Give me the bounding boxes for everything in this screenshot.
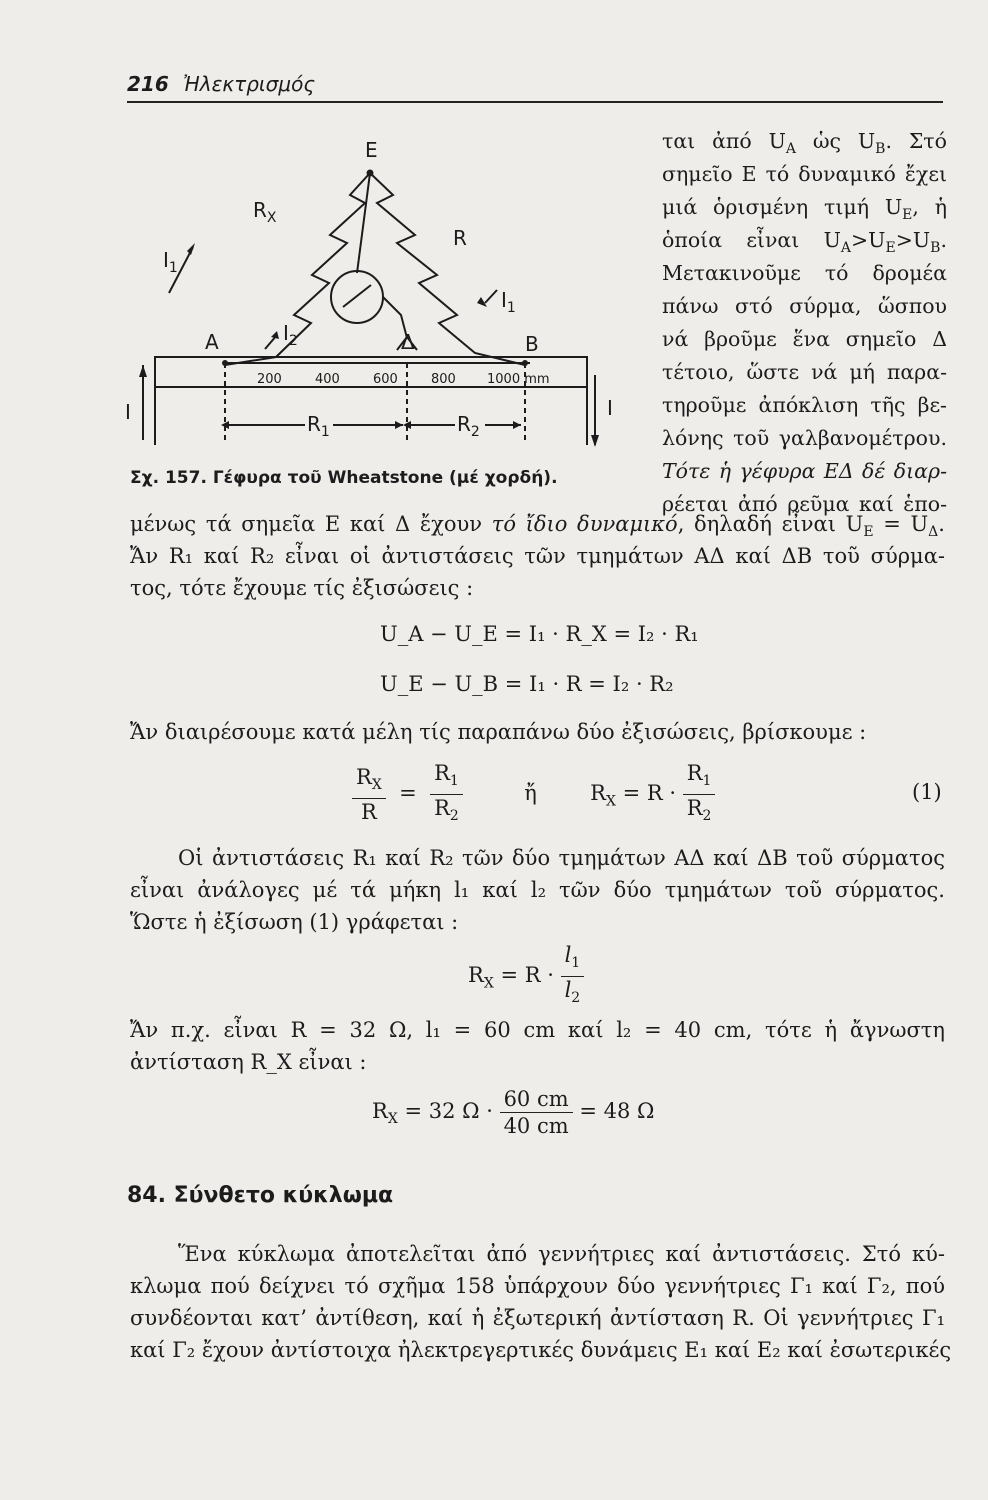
fraction: $\frac{R_1}{R_2}$ bbox=[683, 760, 716, 829]
paragraph-5 bbox=[130, 1238, 952, 1366]
wheatstone-bridge-figure bbox=[125, 125, 645, 465]
label-a: A bbox=[205, 330, 219, 354]
label-r2: $R_2$ bbox=[457, 412, 480, 440]
text-line: καί Γ₂ ἔχουν ἀντίστοιχα ἠλεκτρεγερτικές δυνάμεις E₁ καί E₂ καί ἐσωτερικές bbox=[130, 1338, 952, 1362]
label-rx: $R_X$ bbox=[253, 198, 277, 226]
fraction: $\frac{R_X}{R}$ bbox=[352, 764, 386, 825]
section-heading: 84. Σύνθετο κύκλωμα bbox=[127, 1183, 394, 1208]
text-line: Ἄν R₁ καί R₂ εἶναι οἱ ἀντιστάσεις τῶν τμημάτων ΑΔ καί ΔΒ τοῦ σύρμα- bbox=[130, 544, 945, 568]
fraction: $\frac{l_1}{l_2}$ bbox=[561, 942, 585, 1011]
text-line: σημεῖο E τό δυναμικό ἔχει bbox=[662, 162, 947, 186]
text-line: μιά ὁρισμένη τιμή $U_E$, ἡ bbox=[662, 195, 947, 224]
text-line: τηροῦμε ἀπόκλιση τῆς βε- bbox=[662, 393, 947, 417]
resistor-r bbox=[370, 173, 525, 365]
label-i2: $I_2$ bbox=[283, 321, 298, 349]
text-line: εἶναι ἀνάλογες μέ τά μήκη l₁ καί l₂ τῶν δύο τμημάτων τοῦ σύρματος. bbox=[130, 878, 945, 902]
ruler-tick: 600 bbox=[373, 372, 398, 387]
paragraph-2 bbox=[130, 716, 945, 748]
equation-2: U_E − U_B = I₁ · R = I₂ · R₂ bbox=[380, 672, 674, 696]
paragraph-1 bbox=[130, 508, 945, 604]
text-line: νά βροῦμε ἕνα σημεῖο Δ bbox=[662, 327, 947, 351]
fraction: $\frac{R_1}{R_2}$ bbox=[430, 760, 463, 829]
paragraph-3 bbox=[130, 842, 945, 938]
text-line: Τότε ἡ γέφυρα ΕΔ δέ διαρ- bbox=[662, 459, 947, 483]
ruler-tick: 1000 mm bbox=[487, 372, 550, 387]
text-line: Ὥστε ἡ ἐξίσωση (1) γράφεται : bbox=[130, 910, 459, 934]
text-line: ἀντίσταση R_X εἶναι : bbox=[130, 1050, 367, 1074]
text-line: ται ἀπό $U_A$ ὡς $U_B$. Στό bbox=[662, 129, 947, 158]
label-b: B bbox=[525, 332, 539, 356]
ruler-tick: 800 bbox=[431, 372, 456, 387]
label-r: R bbox=[453, 226, 467, 250]
figure-caption: Σχ. 157. Γέφυρα τοῦ Wheatstone (μέ χορδή). bbox=[130, 468, 558, 488]
running-title: Ἠλεκτρισμός bbox=[183, 72, 316, 96]
label-i-right: I bbox=[607, 396, 613, 420]
ruler-tick: 400 bbox=[315, 372, 340, 387]
ratio-equation: $\frac{R_X}{R}$ = $\frac{R_1}{R_2}$ ἤ $R_X = R$ · $\frac{R_1}{R_2}$ bbox=[352, 760, 715, 829]
text-line: κλωμα πού δείχνει τό σχῆμα 158 ὑπάρχουν δύο γεννήτριες Γ₁ καί Γ₂, πού bbox=[130, 1274, 945, 1298]
text-line: Ἄν διαιρέσουμε κατά μέλη τίς παραπάνω δύο ἐξισώσεις, βρίσκουμε : bbox=[130, 720, 867, 744]
example-equation: $R_X = 32$ Ω · $\frac{60 cm}{40 cm}$ = 48 Ω bbox=[372, 1087, 655, 1138]
text-line: τος, τότε ἔχουμε τίς ἐξισώσεις : bbox=[130, 576, 474, 600]
label-r1: $R_1$ bbox=[307, 412, 330, 440]
ruler-tick: 200 bbox=[257, 372, 282, 387]
equation-number: (1) bbox=[912, 780, 942, 804]
text-line: Μετακινοῦμε τό δρομέα bbox=[662, 261, 947, 285]
header-rule bbox=[127, 101, 943, 103]
fraction: $\frac{60 cm}{40 cm}$ bbox=[500, 1086, 573, 1139]
text-line: λόνης τοῦ γαλβανομέτρου. bbox=[662, 426, 947, 450]
label-delta: Δ bbox=[401, 330, 415, 354]
page-number: 216 bbox=[127, 72, 169, 96]
equation-1: U_A − U_E = I₁ · R_X = I₂ · R₁ bbox=[380, 622, 699, 646]
text-line: συνδέονται κατ’ ἀντίθεση, καί ἡ ἐξωτερική ἀντίσταση R. Οἱ γεννήτριες Γ₁ bbox=[130, 1306, 945, 1330]
label-e: E bbox=[365, 138, 378, 162]
text-line: τέτοιο, ὥστε νά μή παρα- bbox=[662, 360, 947, 384]
side-paragraph bbox=[662, 125, 947, 521]
text-line: Οἱ ἀντιστάσεις R₁ καί R₂ τῶν δύο τμημάτων ΑΔ καί ΔΒ τοῦ σύρματος bbox=[178, 846, 945, 870]
text-line: ρέεται ἀπό ρεῦμα καί ἑπο- bbox=[662, 492, 947, 516]
label-i1-right: $I_1$ bbox=[501, 288, 516, 316]
label-i-left: I bbox=[125, 400, 131, 424]
paragraph-4 bbox=[130, 1014, 945, 1078]
length-ratio-equation: $R_X = R$ · $\frac{l_1}{l_2}$ bbox=[468, 942, 584, 1011]
label-i1-left: $I_1$ bbox=[163, 248, 178, 276]
text-line: Ἄν π.χ. εἶναι R = 32 Ω, l₁ = 60 cm καί l₂ = 40 cm, τότε ἡ ἄγνωστη bbox=[130, 1018, 945, 1042]
text-line: Ἕνα κύκλωμα ἀποτελεῖται ἀπό γεννήτριες καί ἀντιστάσεις. Στό κύ- bbox=[178, 1242, 945, 1266]
text-line: μένως τά σημεῖα E καί Δ ἔχουν τό ἴδιο δυναμικό, δηλαδή εἶναι $U_E = U_\Delta$. bbox=[130, 512, 945, 541]
text-line: πάνω στό σύρμα, ὥσπου bbox=[662, 294, 947, 318]
text-line: ὁποία εἶναι $U_A>U_E>U_B$. bbox=[662, 228, 947, 257]
